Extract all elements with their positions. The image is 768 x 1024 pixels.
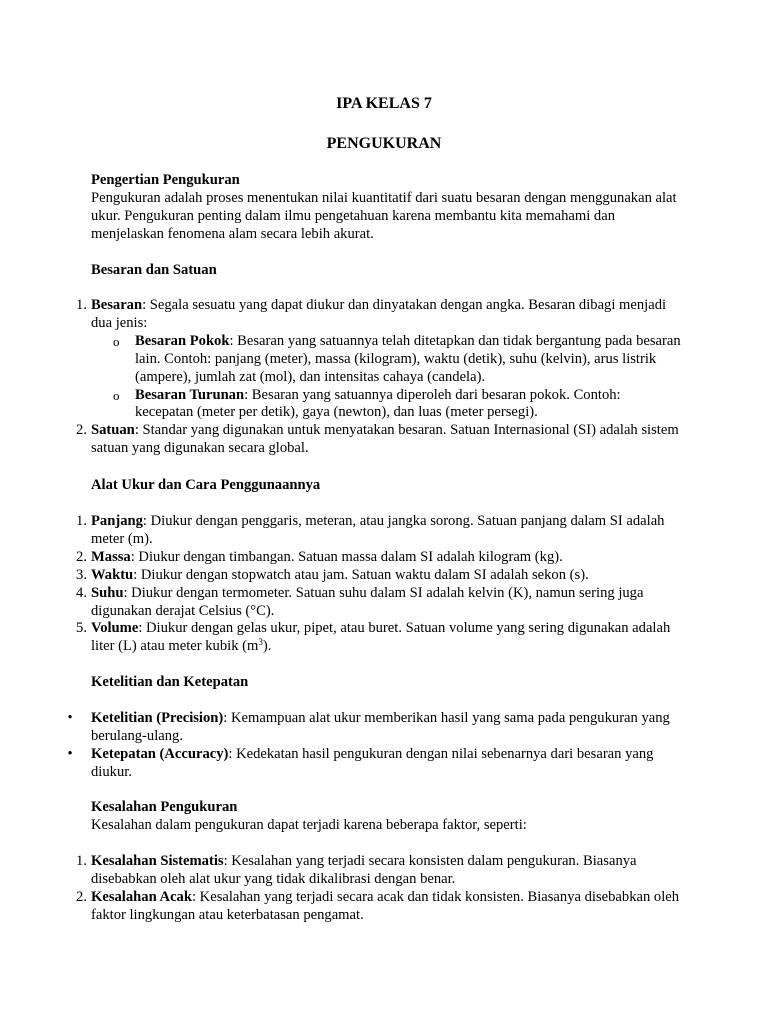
list-text: : Kesalahan yang terjadi secara acak dan tidak konsisten. Biasanya disebabkan oleh faktor lingkungan atau keterbatasan pengamat. bbox=[91, 888, 680, 923]
list-marker: 1. bbox=[76, 513, 87, 529]
bullet-marker: • bbox=[67, 745, 73, 762]
section-pengertian bbox=[91, 172, 681, 244]
list-marker: 5. bbox=[76, 620, 87, 637]
list-marker: 2. bbox=[76, 888, 87, 905]
list-item bbox=[76, 888, 681, 925]
list-item bbox=[76, 422, 681, 458]
list-text: : Diukur dengan stopwatch atau jam. Satuan waktu dalam SI adalah sekon (s). bbox=[133, 566, 589, 583]
list-marker: 2. bbox=[76, 548, 87, 565]
sub-list bbox=[91, 333, 681, 423]
list-item bbox=[76, 584, 681, 621]
list-text: : Kesalahan yang terjadi secara konsisten dalam pengukuran. Biasanya disebabkan oleh alat ukur yang tidak dikalibrasi dengan benar. bbox=[91, 853, 637, 887]
list-text: : Kedekatan hasil pengukuran dengan nilai sebenarnya dari besaran yang diukur. bbox=[91, 745, 654, 780]
list-marker: 2. bbox=[76, 422, 87, 439]
list-text: : Segala sesuatu yang dapat diukur dan dinyatakan dengan angka. Besaran dibagi menjadi dua jenis: bbox=[91, 297, 667, 331]
list-marker: 1. bbox=[76, 297, 87, 313]
sub-list-term: Besaran Turunan bbox=[135, 386, 245, 403]
list-term: Waktu bbox=[91, 566, 134, 583]
document-title: IPA KELAS 7 bbox=[336, 95, 432, 112]
list-term: Ketepatan (Accuracy) bbox=[91, 745, 229, 762]
list-marker: 3. bbox=[76, 566, 87, 583]
list-item bbox=[76, 566, 681, 585]
list-text: : Standar yang digunakan untuk menyatakan besaran. Satuan Internasional (SI) adalah sistem satuan yang digunakan secara global. bbox=[91, 422, 679, 457]
list-item bbox=[76, 297, 681, 422]
alat-ukur-list bbox=[76, 513, 681, 656]
sub-list-term: Besaran Pokok bbox=[135, 332, 230, 349]
section-heading: Besaran dan Satuan bbox=[91, 262, 217, 278]
ketelitian-list bbox=[67, 710, 681, 782]
list-item bbox=[76, 620, 681, 656]
list-term: Suhu bbox=[91, 584, 124, 601]
list-term: Panjang bbox=[91, 513, 143, 529]
list-term: Massa bbox=[91, 548, 131, 565]
sub-list-text: : Besaran yang satuannya telah ditetapkan dan tidak bergantung pada besaran lain. Contoh: panjang (meter), massa (kilogram), waktu (detik), suhu (kelvin), arus listrik (ampere), jumlah zat (mol), dan intensitas cahaya (candela). bbox=[135, 332, 681, 385]
list-term: Besaran bbox=[91, 297, 143, 313]
section-heading: Pengertian Pengukuran bbox=[91, 172, 240, 188]
section-heading: Kesalahan Pengukuran bbox=[91, 799, 238, 815]
sub-list-marker: o bbox=[113, 333, 120, 349]
document-subtitle: PENGUKURAN bbox=[326, 135, 442, 152]
list-term: Volume bbox=[91, 620, 139, 637]
list-item bbox=[76, 513, 681, 549]
list-text: : Diukur dengan penggaris, meteran, atau jangka sorong. Satuan panjang dalam SI adalah meter (m). bbox=[91, 513, 665, 547]
list-text: : Diukur dengan termometer. Satuan suhu dalam SI adalah kelvin (K), namun sering juga digunakan derajat Celsius (°C). bbox=[91, 584, 644, 619]
sub-list-marker: o bbox=[113, 387, 120, 403]
sub-list-text: : Besaran yang satuannya diperoleh dari besaran pokok. Contoh: kecepatan (meter per detik), gaya (newton), dan luas (meter persegi). bbox=[135, 386, 621, 421]
sub-list-item bbox=[113, 386, 681, 423]
list-text: : Kemampuan alat ukur memberikan hasil yang sama pada pengukuran yang berulang-ulang. bbox=[91, 710, 670, 744]
section-heading: Ketelitian dan Ketepatan bbox=[91, 674, 249, 690]
section-paragraph: Kesalahan dalam pengukuran dapat terjadi karena beberapa faktor, seperti: bbox=[91, 816, 527, 833]
list-term: Ketelitian (Precision) bbox=[91, 710, 224, 726]
list-marker: 4. bbox=[76, 584, 87, 601]
list-term: Kesalahan Sistematis bbox=[91, 853, 224, 869]
section-heading: Alat Ukur dan Cara Penggunaannya bbox=[91, 477, 321, 493]
list-term: Satuan bbox=[91, 422, 135, 439]
list-item bbox=[67, 710, 681, 746]
superscript: 3 bbox=[258, 637, 263, 648]
list-text: : Diukur dengan timbangan. Satuan massa dalam SI adalah kilogram (kg). bbox=[130, 548, 563, 565]
list-text-tail: ). bbox=[262, 638, 272, 655]
list-text: : Diukur dengan gelas ukur, pipet, atau buret. Satuan volume yang sering digunakan adalah liter (L) atau meter kubik (m bbox=[91, 620, 671, 655]
list-item bbox=[76, 853, 681, 889]
kesalahan-list bbox=[76, 853, 681, 925]
besaran-satuan-list bbox=[76, 297, 681, 458]
list-marker: 1. bbox=[76, 853, 87, 869]
list-item bbox=[76, 548, 681, 567]
bullet-marker: • bbox=[67, 710, 73, 726]
list-item bbox=[67, 745, 681, 782]
list-term: Kesalahan Acak bbox=[91, 888, 192, 905]
section-paragraph: Pengukuran adalah proses menentukan nilai kuantitatif dari suatu besaran dengan menggunakan alat ukur. Pengukuran penting dalam ilmu pengetahuan karena membantu kita memahami dan menjelaskan fenomena alam secara lebih akurat. bbox=[91, 189, 677, 242]
sub-list-item bbox=[113, 332, 681, 387]
section-kesalahan bbox=[91, 799, 681, 835]
